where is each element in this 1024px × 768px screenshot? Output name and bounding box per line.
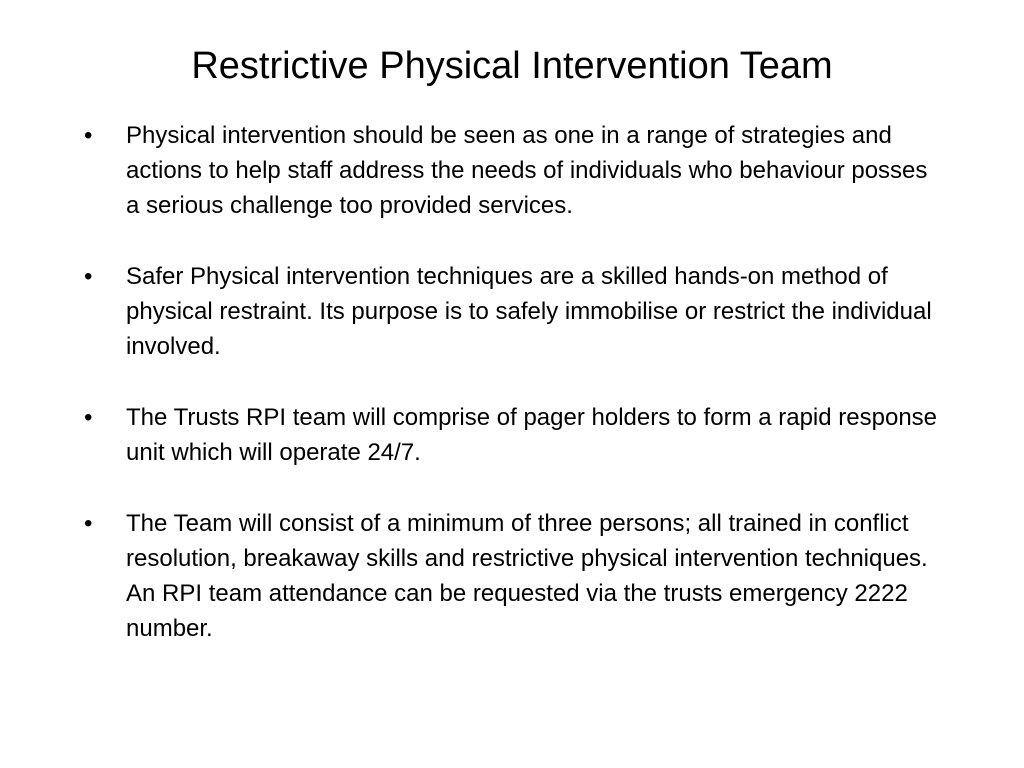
bullet-icon: •	[84, 122, 93, 149]
bullet-list	[84, 118, 944, 646]
bullet-text: The Team will consist of a minimum of three persons; all trained in conflict resolution, breakaway skills and restrictive physical intervention techniques. An RPI team attendance can be requested via the trusts emergency 2222 number.	[126, 510, 928, 642]
bullet-item	[84, 506, 944, 646]
bullet-icon: •	[84, 404, 93, 431]
bullet-icon: •	[84, 510, 93, 537]
slide-title: Restrictive Physical Intervention Team	[191, 45, 833, 87]
bullet-item	[84, 118, 944, 223]
bullet-item	[84, 259, 944, 364]
bullet-text: The Trusts RPI team will comprise of pager holders to form a rapid response unit which will operate 24/7.	[126, 404, 938, 466]
bullet-text: Safer Physical intervention techniques are a skilled hands-on method of physical restraint. Its purpose is to safely immobilise or restrict the individual involved.	[126, 263, 932, 360]
bullet-text: Physical intervention should be seen as one in a range of strategies and actions to help staff address the needs of individuals who behaviour posses a serious challenge too provided services.	[126, 122, 928, 219]
bullet-item	[84, 400, 944, 470]
bullet-icon: •	[84, 263, 93, 290]
